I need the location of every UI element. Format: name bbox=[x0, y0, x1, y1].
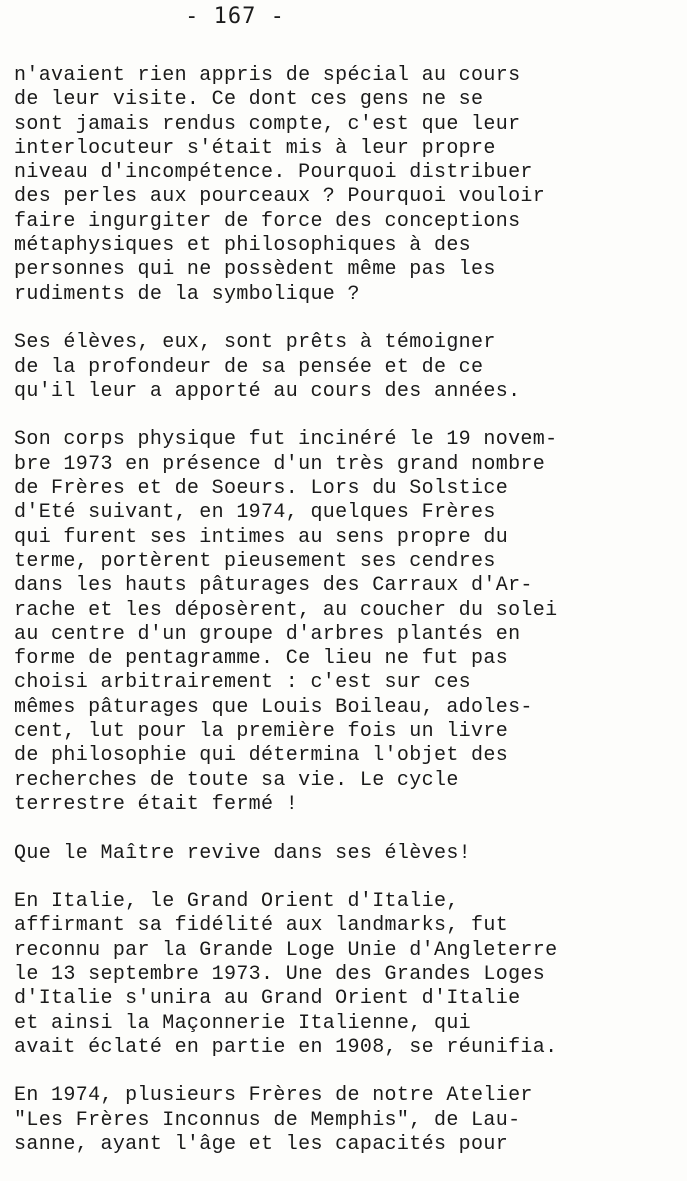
text-line: le 13 septembre 1973. Une des Grandes Loges bbox=[14, 962, 546, 986]
text-line: n'avaient rien appris de spécial au cours bbox=[14, 64, 521, 87]
text-line: faire ingurgiter de force des conceptions bbox=[14, 209, 521, 233]
text-line: Que le Maître revive dans ses élèves! bbox=[14, 841, 472, 865]
text-line: En 1974, plusieurs Frères de notre Atelier bbox=[14, 1084, 533, 1108]
text-line: terme, portèrent pieusement ses cendres bbox=[14, 549, 496, 573]
text-line: personnes qui ne possèdent même pas les bbox=[14, 258, 496, 282]
paragraph bbox=[14, 842, 684, 866]
paragraph bbox=[14, 331, 684, 404]
text-line: métaphysiques et philosophiques à des bbox=[14, 234, 472, 258]
text-line: qui furent ses intimes au sens propre du bbox=[14, 525, 509, 549]
text-line: Son corps physique fut incinéré le 19 novem- bbox=[14, 428, 558, 452]
text-line: forme de pentagramme. Ce lieu ne fut pas bbox=[14, 647, 509, 671]
text-line: des perles aux pourceaux ? Pourquoi vouloir bbox=[14, 185, 546, 209]
text-line: "Les Frères Inconnus de Memphis", de Lau- bbox=[14, 1108, 521, 1132]
page-number: - 167 - bbox=[185, 4, 285, 29]
text-line: terrestre était fermé ! bbox=[14, 792, 299, 816]
text-line: d'Eté suivant, en 1974, quelques Frères bbox=[14, 501, 496, 525]
text-line: de leur visite. Ce dont ces gens ne se bbox=[14, 88, 484, 112]
text-line: Ses élèves, eux, sont prêts à témoigner bbox=[14, 331, 496, 355]
text-line: interlocuteur s'était mis à leur propre bbox=[14, 136, 496, 160]
paragraph bbox=[14, 64, 684, 307]
text-line: mêmes pâturages que Louis Boileau, adoles- bbox=[14, 695, 533, 719]
text-line: de philosophie qui détermina l'objet des bbox=[14, 744, 509, 768]
text-line: niveau d'incompétence. Pourquoi distribuer bbox=[14, 161, 533, 185]
text-line: rache et les déposèrent, au coucher du solei bbox=[14, 598, 558, 622]
paragraph bbox=[14, 428, 684, 817]
text-line: choisi arbitrairement : c'est sur ces bbox=[14, 671, 472, 695]
text-line: qu'il leur a apporté au cours des années. bbox=[14, 379, 521, 403]
text-line: recherches de toute sa vie. Le cycle bbox=[14, 768, 459, 792]
text-line: au centre d'un groupe d'arbres plantés en bbox=[14, 622, 521, 646]
text-line: cent, lut pour la première fois un livre bbox=[14, 720, 509, 744]
text-line: de Frères et de Soeurs. Lors du Solstice bbox=[14, 477, 509, 501]
text-line: d'Italie s'unira au Grand Orient d'Italie bbox=[14, 987, 521, 1011]
text-line: sanne, ayant l'âge et les capacités pour bbox=[14, 1133, 509, 1157]
body-text bbox=[14, 64, 684, 1157]
text-line: dans les hauts pâturages des Carraux d'Ar- bbox=[14, 574, 533, 598]
text-line: reconnu par la Grande Loge Unie d'Angleterre bbox=[14, 938, 558, 962]
paragraph bbox=[14, 1084, 684, 1157]
text-line: sont jamais rendus compte, c'est que leur bbox=[14, 112, 521, 136]
text-line: bre 1973 en présence d'un très grand nombre bbox=[14, 452, 546, 476]
text-line: avait éclaté en partie en 1908, se réunifia. bbox=[14, 1035, 558, 1059]
text-line: affirmant sa fidélité aux landmarks, fut bbox=[14, 914, 509, 938]
paragraph bbox=[14, 890, 684, 1060]
text-line: de la profondeur de sa pensée et de ce bbox=[14, 355, 484, 379]
text-line: et ainsi la Maçonnerie Italienne, qui bbox=[14, 1011, 472, 1035]
text-line: rudiments de la symbolique ? bbox=[14, 282, 360, 306]
text-line: En Italie, le Grand Orient d'Italie, bbox=[14, 890, 459, 914]
